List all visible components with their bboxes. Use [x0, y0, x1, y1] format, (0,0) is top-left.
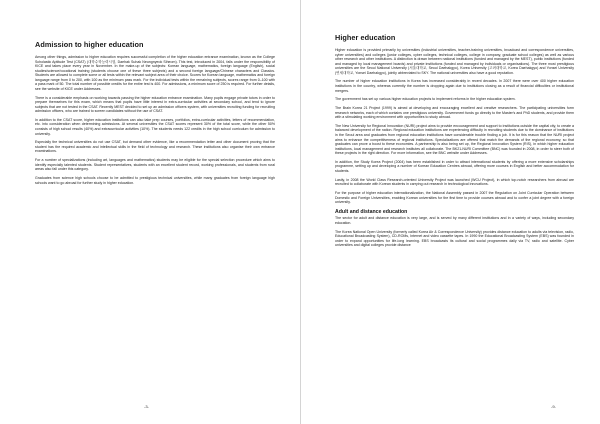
paragraph: There is a considerable emphasis on working towards passing the higher education entrance examination. Many pupils engage private tutors in order to prepare themselves for this exam, which means that pupils have little interest in extra-curricular activities at secondary school, and tend to ignore subjects that are not tested in the CSAT. Recently MEST decided to set up an admission officers system, with universities recruiting funding for recruiting admission officers, who are trained to screen candidates without the use of CSAT. — [35, 95, 275, 114]
paragraph: Especially the technical universities do not use CSAT, but demand other evidence, like a recommendation letter and other document proving that the student has the required academic and intellectual skills in the field of technology and research. These institutions also organise their own entrance examinations. — [35, 140, 275, 154]
section-heading-admission: Admission to higher education — [35, 40, 144, 49]
paragraph: The Brain Korea 21 Project (1999) is aimed at developing and encouraging excellent and creative researchers. The participating universities form research networks, each of which contains one prestigious university. Government funds go directly to the Master's and PhD students, and provide them with a stimulating working environment with opportunities to study abroad. — [335, 106, 574, 120]
right-page — [301, 0, 600, 424]
right-page-body — [335, 48, 574, 248]
left-page-body — [35, 55, 275, 185]
paragraph: Graduates from science high schools choose to be admitted to prestigious technical universities, while many graduates from foreign language high schools want to go abroad for further study in higher education. — [35, 175, 275, 185]
paragraph: The sector for adult and distance education is very large, and is served by many different institutions and in a variety of ways, including secondary education. — [335, 216, 574, 225]
left-page — [0, 0, 299, 424]
paragraph: Among other things, admission to higher education requires successful completion of the higher education entrance examination, known as the College Scholastic Aptitude Test (CSAT) (대학수학능력시험, Daehak Suhak Neungnyeok Siheom). This test, introduced in 2004, falls under the responsibility of KICE and takes place every year in November. In the make-up of the subjects: Korean language, mathematics, foreign language (English), social studies/science/vocational training (students choose one of these three subjects) and a second foreign language/Chinese characters and Classics. Students are allowed to complete some or all tests within the relevant subject area of their choice. Scores for Korean language, mathematics and foreign language range from 0 to 200, with 100 as the minimum pass mark. For the individual tests within the remaining subjects, scores range from 0–100 with a pass mark of 50. The total number of possible credits for the entire test is 400. For admissions, a minimum score of 250 is required. For further details, see the website of KICE under Addresses. — [35, 55, 275, 91]
paragraph: Higher education is provided primarily by universities (industrial universities, teacher-training universities, broadcast and correspondence universities, cyber universities) and colleges (junior colleges, cyber colleges, technical colleges, college in company, graduate school colleges) as well as various other research and other institutions. A distinction is drawn between national institutions (funded and managed by the MEST), public institutions (funded and managed by local management boards) and private institutions (funded and managed by individuals or organisations). The three most prestigious universities are the Seoul National University (서울대학교, Seoul Daehakgyo), Korea University (고려대학교, Korea Daehakgyo) and Yonsei University (연세대학교, Yonsei Daehakgyo), jointly abbreviated to SKY. The national universities also have a good reputation. — [335, 48, 574, 75]
paragraph: For the purpose of higher education internationalization, the National Assembly passed in 2007 the Regulation on Joint Curricular Operation between Domestic and Foreign Universities, enabling Korean universities for the first time to provide courses abroad and to confer a joint degree with a foreign university. — [335, 190, 574, 205]
paragraph: The government has set up various higher education projects to implement reforms in the higher education system. — [335, 97, 516, 102]
paragraph: For a number of specializations (including art, languages and mathematics) students may be eligible for the special selection procedure which aims to identify especially talented students. Student representatives, students with an excellent student record, working professionals, and students from rural areas also fall under this category. — [35, 158, 275, 172]
paragraph: The Korea National Open University (formerly called Korea Air & Correspondence University) provides distance education to adults via television, radio, Educational Broadcasting System), CD-ROMs, Internet and video cassette tapes. In 1990 the Educational Broadcasting System (EBS) was founded in order to expand opportunities for life-long learning. EBS broadcasts its cultural and social programmes daily via TV, radio and satellite. Cyber universities and digital colleges provide distance — [335, 229, 574, 248]
paragraph: Lastly, in 2008 the World Class Research-oriented University Project was launched (WCU Project), in which top-notch researchers from abroad are recruited to collaborate with Korean students in carrying out research in technological innovations. — [335, 177, 574, 187]
page-number: -9- — [551, 404, 556, 409]
paragraph: In addition, the Study Korea Project (2004) has been established in order to attract international students by offering a more extensive scholarships programme, setting up and developing a number of Korean Education Centres abroad, offering more courses in English and better accommodation for students. — [335, 159, 574, 173]
left-page-content — [35, 40, 275, 189]
paragraph: The number of higher education institutions in Korea has increased considerably in recent decades. In 2007 there were over 400 higher education institutions in the country, whereas currently the number is dropping again due to institutions closing as a result of financial difficulties or institutional mergers. — [335, 79, 574, 93]
right-page-content — [335, 33, 574, 252]
subsection-heading: Adult and distance education — [335, 208, 408, 215]
paragraph: In addition to the CSAT score, higher education institutions can also take prep courses, portfolios, extra-curricular activities, letters of recommendation, etc. into consideration when determining admissions. At several universities the CSAT scores represent 30% of the total score, while the other 50% consists of high school results (40%) and extracurricular activities (10%). The students needs 122 credits in the high school curriculum for admission to university. — [35, 117, 275, 136]
section-heading-higher-education: Higher education — [335, 33, 396, 42]
page-number: -3- — [144, 404, 149, 409]
paragraph: The New University for Regional Innovation (NURI) project aims to provide encouragement and support to institutions outside the capital city, to create a balanced development of the nation. Regional education institutions are experiencing difficulty in recruiting students due to the dominance of institutions in the Seoul area and graduates from regional education institutions have considerable trouble finding a job. It is for this reason that the NURI project aims to enhance the competitiveness of regional institutions. Specializations are offered that match the demands of the regional economy, so that graduates can prove a boost to these economies. A partnership is also being set up, the Regional Innovation System (RIS), in which higher education institutions, local management and research institutes all collaborate. The BK21-NURI Committee (BNC) was founded in 2008, in order to steer both of these projects in the right direction. For more information, see the BNC website under Addresses. — [335, 123, 574, 156]
